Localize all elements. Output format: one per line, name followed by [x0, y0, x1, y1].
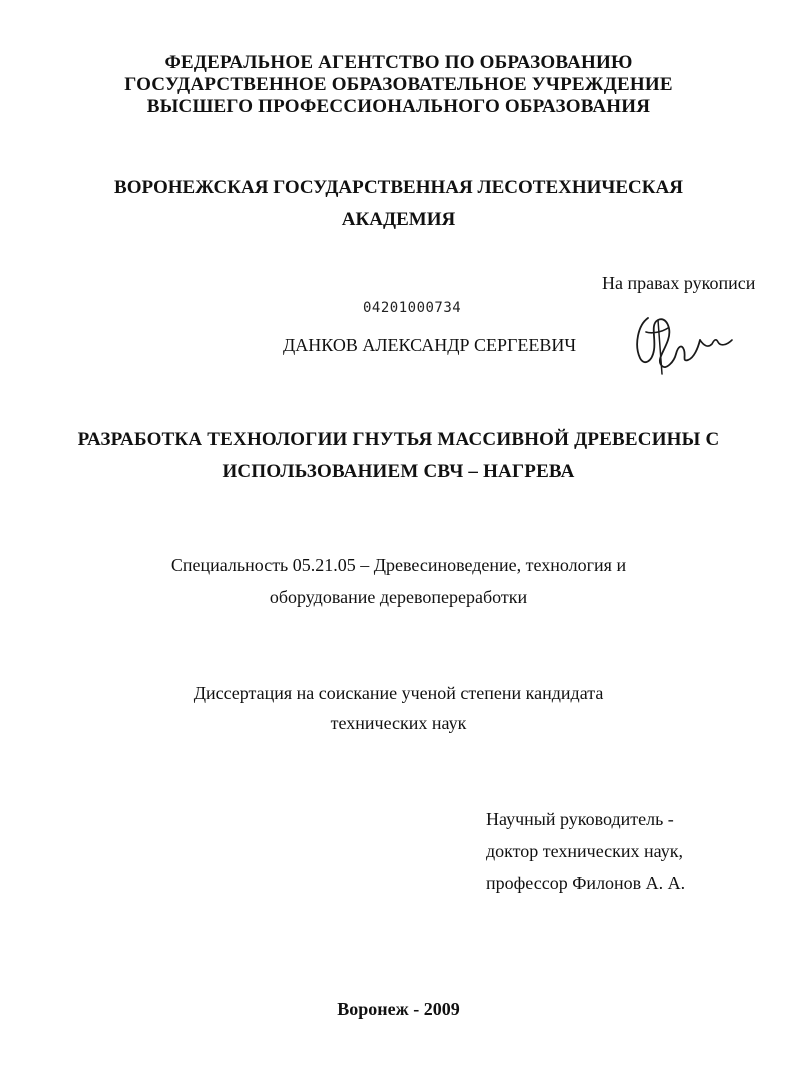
- author-name: ДАНКОВ АЛЕКСАНДР СЕРГЕЕВИЧ: [283, 335, 577, 355]
- academy-line-2: АКАДЕМИЯ: [341, 209, 456, 230]
- degree-line-1: Диссертация на соискание ученой степени кандидата: [193, 683, 604, 703]
- signature-icon: [628, 310, 738, 380]
- city-year: Воронеж - 2009: [337, 999, 460, 1019]
- rights-notice: На правах рукописи: [602, 273, 756, 293]
- supervisor-line-3: профессор Филонов А. А.: [486, 873, 686, 893]
- supervisor-line-1: Научный руководитель -: [486, 809, 674, 829]
- thesis-title-line-1: РАЗРАБОТКА ТЕХНОЛОГИИ ГНУТЬЯ МАССИВНОЙ ДРЕВЕСИНЫ С: [77, 429, 720, 450]
- header-line-3: ВЫСШЕГО ПРОФЕССИОНАЛЬНОГО ОБРАЗОВАНИЯ: [146, 96, 651, 117]
- catalog-number: 04201000734: [363, 300, 462, 316]
- specialty-line-1: Специальность 05.21.05 – Древесиноведение, технология и: [170, 555, 627, 575]
- degree-line-2: технических наук: [330, 713, 467, 733]
- header-line-2: ГОСУДАРСТВЕННОЕ ОБРАЗОВАТЕЛЬНОЕ УЧРЕЖДЕНИЕ: [124, 74, 673, 95]
- header-line-1: ФЕДЕРАЛЬНОЕ АГЕНТСТВО ПО ОБРАЗОВАНИЮ: [164, 52, 633, 73]
- thesis-title-line-2: ИСПОЛЬЗОВАНИЕМ СВЧ – НАГРЕВА: [222, 461, 575, 482]
- supervisor-line-2: доктор технических наук,: [486, 841, 683, 861]
- academy-line-1: ВОРОНЕЖСКАЯ ГОСУДАРСТВЕННАЯ ЛЕСОТЕХНИЧЕСКАЯ: [114, 177, 683, 198]
- specialty-line-2: оборудование деревопереработки: [269, 587, 528, 607]
